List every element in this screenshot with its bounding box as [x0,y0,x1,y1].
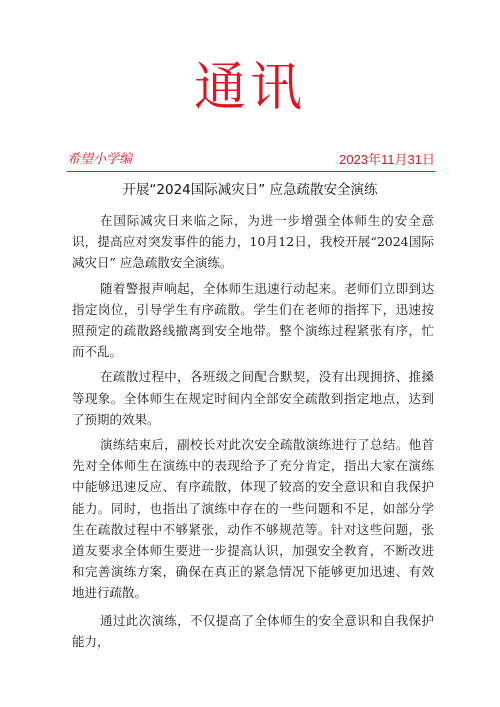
article-paragraph: 在国际减灾日来临之际，为进一步增强全体师生的安全意识，提高应对突发事件的能力，10月12日，我校开展“2024国际减灾日” 应急疏散安全演练。 [72,213,434,271]
article-body [72,210,434,656]
article-paragraph: 在疏散过程中，各班级之间配合默契，没有出现拥挤、推搡等现象。全体师生在规定时间内全部安全疏散到指定地点，达到了预期的效果。 [72,369,434,427]
issue-date: 2023年11月31日 [339,152,435,167]
article-paragraph: 随着警报声响起，全体师生迅速行动起来。老师们立即到达指定岗位，引导学生有序疏散。学生们在老师的指挥下，迅速按照预定的疏散路线撤离到安全地带。整个演练过程紧张有序，忙而不乱。 [72,280,434,360]
article-paragraph: 通过此次演练，不仅提高了全体师生的安全意识和自我保护能力， [72,612,434,649]
masthead-title: 通讯 [193,58,306,118]
school-name: 希望小学编 [67,152,133,167]
article-paragraph: 演练结束后，副校长对此次安全疏散演练进行了总结。他首先对全体师生在演练中的表现给予了充分肯定，指出大家在演练中能够迅速反应、有序疏散，体现了较高的安全意识和自我保护能力。同时，也指出了演练中存在的一些问题和不足，如部分学生在疏散过程中不够紧张，动作不够规范等。针对这些问题，张道友要求全体师生要进一步提高认识，加强安全教育，不断改进和完善演练方案，确保在真正的紧急情况下能够更加迅速、有效地进行疏散。 [72,437,434,601]
masthead-divider [67,171,435,172]
article-headline: 开展“2024国际减灾日” 应急疏散安全演练 [122,182,378,198]
masthead-meta [67,150,435,170]
